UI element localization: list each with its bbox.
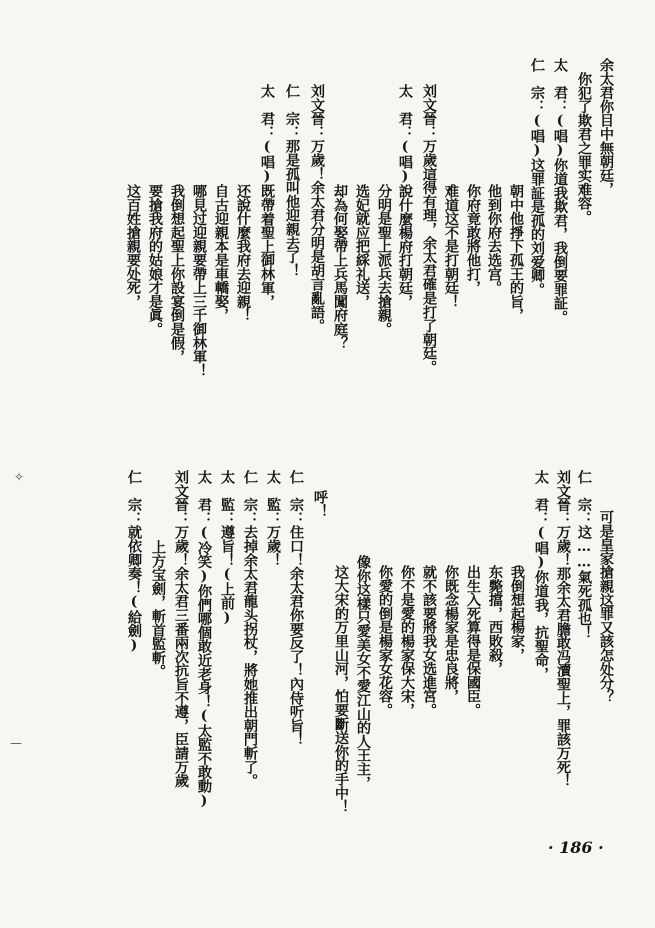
text-column-14: 刘文晉：万歲！余太君分明是胡言亂語。 bbox=[309, 84, 325, 333]
text-column-2: 你犯了欺君之罪实难容。 bbox=[576, 72, 592, 224]
text-column-33: 你愛的倒是楊家女花容。 bbox=[377, 565, 393, 717]
binding-mark: — bbox=[10, 736, 22, 750]
text-column-10: 太 君：(唱)說什麼楊府打朝廷， bbox=[397, 84, 413, 309]
text-column-28: 东斃擋，西敗殺， bbox=[487, 565, 503, 676]
text-column-25: 刘文晉：万歲！那余太君膽敢冯瀆聖上，罪該万死！ bbox=[555, 470, 571, 788]
text-column-23: 可是皇家搶親这罪又該怎处分？ bbox=[598, 510, 614, 704]
text-column-40: 太 監：遵旨！(上前) bbox=[219, 470, 235, 626]
text-column-22: 这百姓搶親要处死， bbox=[125, 184, 141, 309]
text-column-39: 仁 宗：去掉余太君龍头拐杖，將她推出朝門斬了。 bbox=[242, 470, 258, 788]
text-column-6: 他到你府去选宫。 bbox=[486, 184, 502, 295]
text-column-30: 你既念楊家是忠良將， bbox=[443, 565, 459, 704]
text-column-11: 分明是聖上派兵去搶親。 bbox=[376, 184, 392, 336]
text-column-9: 刘文晉：万歲這得有理，余太君確是打了朝廷。 bbox=[421, 84, 437, 374]
text-column-7: 你府竟敢將他打， bbox=[465, 184, 481, 295]
text-column-1: 余太君你目中無朝廷， bbox=[598, 58, 614, 197]
text-column-16: 太 君：(唱)既帶着聖上御林軍， bbox=[259, 84, 275, 309]
text-column-34: 像你这樣只愛美女不愛江山的人王主， bbox=[355, 555, 371, 790]
binding-mark: ✧ bbox=[14, 470, 25, 484]
text-column-12: 选妃就应把綵礼送， bbox=[354, 184, 370, 309]
text-column-36: 呼！ bbox=[312, 490, 328, 518]
text-column-44: 仁 宗：就依卿奏！(給劍) bbox=[126, 470, 142, 654]
text-column-18: 自古迎親本是車轎娶， bbox=[213, 184, 229, 323]
text-column-19: 哪見过迎親要帶上三千御林軍！ bbox=[191, 184, 207, 378]
text-column-37: 仁 宗：住口！余太君你要反了！內侍听旨！ bbox=[288, 470, 304, 747]
text-column-35: 这大宋的万里山河，怕要斷送你的手中！ bbox=[333, 565, 349, 814]
text-column-20: 我倒想起聖上你設宴倒是假， bbox=[169, 184, 185, 364]
text-column-29: 出生入死算得是保國臣。 bbox=[465, 565, 481, 717]
text-column-5: 朝中他掙下孤王的旨， bbox=[508, 184, 524, 323]
text-column-21: 要搶我府的姑娘才是眞。 bbox=[147, 184, 163, 336]
text-column-43: 上方宝劍，斬首監斬。 bbox=[150, 540, 166, 679]
text-column-42: 刘文晉：万歲！余太君三番兩次抗旨不遵，臣請万歲 bbox=[173, 470, 189, 788]
text-column-24: 仁 宗：这……氣死孤也！ bbox=[576, 470, 592, 640]
text-column-31: 就不該要將我女选進宮。 bbox=[421, 565, 437, 717]
text-column-26: 太 君：(唱)你道我，抗聖命， bbox=[533, 470, 549, 681]
text-column-4: 仁 宗：(唱)这罪証是孤的刘爱卿。 bbox=[529, 58, 545, 297]
text-column-41: 太 君：(冷笑)你們哪個敢近老身！(太監不敢動) bbox=[196, 470, 212, 809]
text-column-13: 却為何娶帶上兵馬闖府庭？ bbox=[332, 184, 348, 350]
text-column-15: 仁 宗：那是孤叫他迎親去了！ bbox=[284, 84, 300, 278]
text-column-32: 你不是愛的楊家保大宋， bbox=[399, 565, 415, 717]
text-column-3: 太 君：(唱)你道我欺君，我倒要罪証。 bbox=[552, 58, 568, 324]
page-number: · 186 · bbox=[548, 838, 604, 857]
text-column-38: 太 監：万歲！ bbox=[265, 470, 281, 567]
text-column-27: 我倒想起楊家， bbox=[509, 565, 525, 662]
text-column-8: 难道这不是打朝廷！ bbox=[443, 184, 459, 309]
text-column-17: 还說什麼我府去迎親！ bbox=[235, 184, 251, 323]
